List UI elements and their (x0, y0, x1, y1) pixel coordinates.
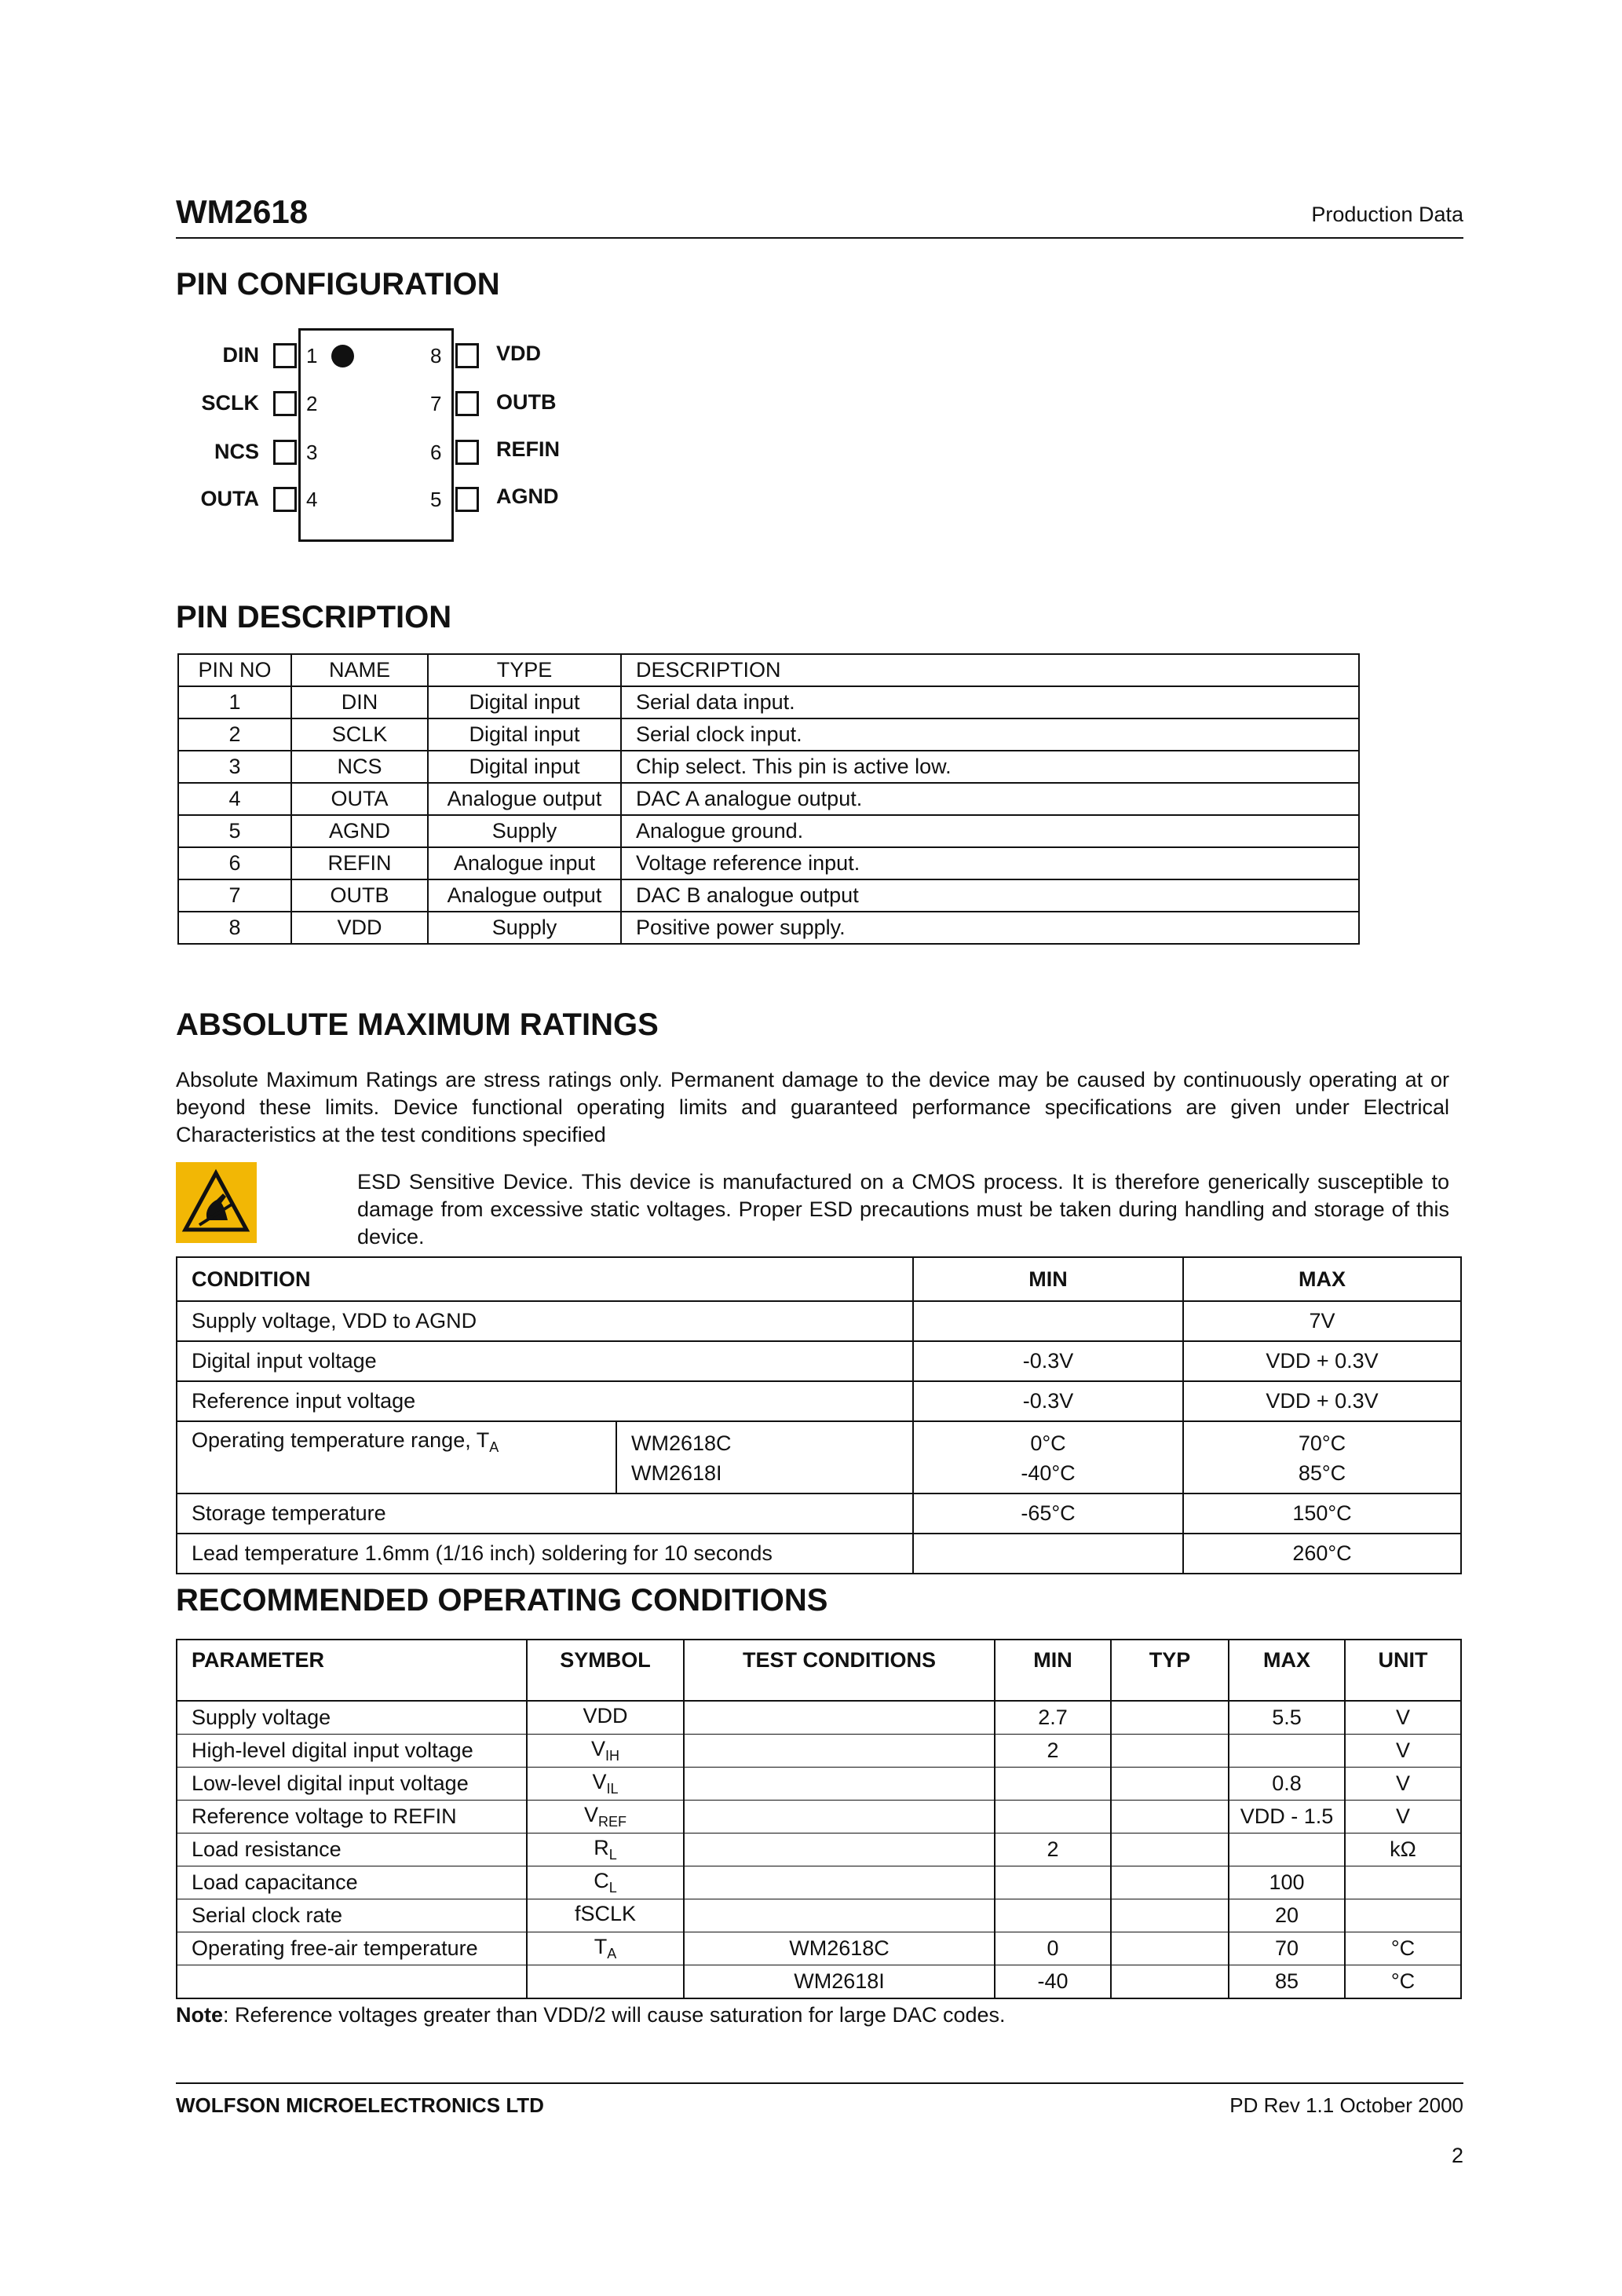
max-cell: 70 (1229, 1932, 1345, 1965)
pin-name-cell: SCLK (291, 718, 428, 751)
symbol-text: VDD (583, 1704, 628, 1727)
test-conditions-cell (684, 1899, 995, 1932)
pin-type-cell: Analogue input (428, 847, 621, 879)
pin-number-1: 1 (306, 344, 318, 367)
max-cell: 150°C (1183, 1493, 1461, 1534)
absolute-max-table (176, 1256, 1462, 1574)
table-row (177, 1735, 1461, 1768)
pin-description-cell: Chip select. This pin is active low. (621, 751, 1359, 783)
pin-box-6 (455, 440, 479, 465)
symbol-text: V (592, 1770, 607, 1793)
test-conditions-cell (684, 1701, 995, 1735)
pin-name-cell: NCS (291, 751, 428, 783)
unit-cell (1345, 1866, 1461, 1899)
table-row (177, 1341, 1461, 1381)
pin-number-8: 8 (430, 344, 442, 367)
pin-box-1 (273, 343, 297, 368)
pin-label-refin: REFIN (496, 437, 560, 461)
symbol-text: V (590, 1737, 605, 1760)
test-conditions-cell (684, 1801, 995, 1834)
parameter-cell: Operating free-air temperature (177, 1932, 527, 1965)
table-row (178, 783, 1359, 815)
pin-type-cell: Digital input (428, 718, 621, 751)
pin-label-vdd: VDD (496, 342, 542, 365)
table-header-row (178, 654, 1359, 686)
max-cell: 100 (1229, 1866, 1345, 1899)
pin-label-outa: OUTA (200, 487, 259, 510)
table-header-row (177, 1257, 1461, 1301)
typ-cell (1111, 1768, 1229, 1801)
note (176, 2003, 1006, 2027)
pin-label-sclk: SCLK (201, 391, 259, 415)
pin-box-8 (455, 343, 479, 368)
note-label: Note (176, 2003, 223, 2027)
pin-box-5 (455, 487, 479, 512)
pin-number-cell: 1 (178, 686, 291, 718)
symbol-cell (527, 1701, 684, 1735)
table-row (177, 1899, 1461, 1932)
parameter-cell: Low-level digital input voltage (177, 1768, 527, 1801)
max-i: 85°C (1298, 1461, 1346, 1485)
table-row (177, 1866, 1461, 1899)
symbol-cell (527, 1932, 684, 1965)
pin-box-4 (273, 487, 297, 512)
typ-cell (1111, 1735, 1229, 1768)
parameter-cell: Supply voltage (177, 1701, 527, 1735)
max-cell (1183, 1421, 1461, 1493)
pin-label-ncs: NCS (214, 440, 259, 463)
pin-name-cell: OUTB (291, 879, 428, 912)
table-row (178, 718, 1359, 751)
max-cell: VDD + 0.3V (1183, 1341, 1461, 1381)
column-header: TEST CONDITIONS (684, 1640, 995, 1701)
symbol-cell (527, 1899, 684, 1932)
pin-box-7 (455, 391, 479, 416)
column-header: UNIT (1345, 1640, 1461, 1701)
symbol-cell (527, 1866, 684, 1899)
absolute-max-heading: ABSOLUTE MAXIMUM RATINGS (176, 1007, 659, 1042)
test-conditions-cell (684, 1735, 995, 1768)
test-conditions-cell (684, 1768, 995, 1801)
pin-number-cell: 5 (178, 815, 291, 847)
column-header: TYP (1111, 1640, 1229, 1701)
symbol-cell (527, 1735, 684, 1768)
table-header-row (177, 1640, 1461, 1701)
condition-cell: Digital input voltage (177, 1341, 913, 1381)
column-header: PIN NO (178, 654, 291, 686)
symbol-subscript: IH (605, 1748, 619, 1764)
absolute-max-intro: Absolute Maximum Ratings are stress ratings only. Permanent damage to the device may be caused by continuously operating at or beyond these limits. Device functional operating limits and guaranteed performance specifications are given under Electrical Characteristics at the test conditions specified (176, 1068, 1449, 1146)
max-c: 70°C (1298, 1431, 1346, 1455)
unit-cell: V (1345, 1801, 1461, 1834)
max-cell: 0.8 (1229, 1768, 1345, 1801)
min-cell: -40 (995, 1965, 1111, 1999)
pin-number-cell: 7 (178, 879, 291, 912)
column-header: MIN (913, 1257, 1183, 1301)
pin-label-din: DIN (222, 343, 259, 367)
typ-cell (1111, 1965, 1229, 1999)
footer-revision: PD Rev 1.1 October 2000 (1229, 2093, 1463, 2117)
pin1-marker-dot (331, 345, 354, 367)
column-header: NAME (291, 654, 428, 686)
table-row (177, 1381, 1461, 1421)
parameter-cell: Reference voltage to REFIN (177, 1801, 527, 1834)
max-cell: 85 (1229, 1965, 1345, 1999)
symbol-text: T (594, 1935, 608, 1958)
max-cell: VDD + 0.3V (1183, 1381, 1461, 1421)
unit-cell: V (1345, 1735, 1461, 1768)
pin-number-3: 3 (306, 441, 318, 464)
footer-company: WOLFSON MICROELECTRONICS LTD (176, 2093, 544, 2117)
pin-description-cell: Analogue ground. (621, 815, 1359, 847)
unit-cell: V (1345, 1701, 1461, 1735)
min-cell: -0.3V (913, 1341, 1183, 1381)
condition-cell: Supply voltage, VDD to AGND (177, 1301, 913, 1341)
min-cell (913, 1301, 1183, 1341)
column-header: TYPE (428, 654, 621, 686)
unit-cell: °C (1345, 1965, 1461, 1999)
pin-label-agnd: AGND (496, 484, 559, 508)
typ-cell (1111, 1899, 1229, 1932)
table-row (178, 847, 1359, 879)
esd-warning-icon (176, 1162, 257, 1243)
column-header: SYMBOL (527, 1640, 684, 1701)
min-cell: 2 (995, 1735, 1111, 1768)
table-row (177, 1768, 1461, 1801)
header-rule (176, 237, 1463, 239)
condition-cell: Reference input voltage (177, 1381, 913, 1421)
min-cell: -65°C (913, 1493, 1183, 1534)
pin-number-2: 2 (306, 392, 318, 415)
table-row (178, 879, 1359, 912)
min-cell (995, 1899, 1111, 1932)
typ-cell (1111, 1866, 1229, 1899)
pin-type-cell: Supply (428, 912, 621, 944)
test-conditions-cell: WM2618C (684, 1932, 995, 1965)
min-c: 0°C (1030, 1431, 1066, 1455)
symbol-text: fSCLK (574, 1902, 637, 1925)
unit-cell (1345, 1899, 1461, 1932)
column-header: MAX (1229, 1640, 1345, 1701)
max-cell: VDD - 1.5 (1229, 1801, 1345, 1834)
pin-description-cell: Serial clock input. (621, 718, 1359, 751)
page-number: 2 (1451, 2144, 1463, 2167)
symbol-cell (527, 1834, 684, 1866)
table-row (177, 1493, 1461, 1534)
table-row (177, 1801, 1461, 1834)
max-cell: 20 (1229, 1899, 1345, 1932)
pin-name-cell: REFIN (291, 847, 428, 879)
symbol-cell (527, 1965, 684, 1999)
min-cell (995, 1801, 1111, 1834)
min-cell (995, 1768, 1111, 1801)
table-row (177, 1932, 1461, 1965)
min-cell: 0 (995, 1932, 1111, 1965)
symbol-text: R (594, 1836, 609, 1859)
parameter-cell: Load capacitance (177, 1866, 527, 1899)
symbol-subscript: L (608, 1880, 617, 1896)
pin-number-5: 5 (430, 488, 442, 511)
typ-cell (1111, 1701, 1229, 1735)
test-conditions-cell: WM2618I (684, 1965, 995, 1999)
pin-description-cell: DAC B analogue output (621, 879, 1359, 912)
condition-subscript: A (489, 1439, 499, 1455)
column-header: MIN (995, 1640, 1111, 1701)
table-row (178, 912, 1359, 944)
test-conditions-cell (684, 1834, 995, 1866)
pin-number-cell: 8 (178, 912, 291, 944)
table-row (177, 1834, 1461, 1866)
pin-number-cell: 2 (178, 718, 291, 751)
pin-number-4: 4 (306, 488, 318, 511)
parameter-cell: Load resistance (177, 1834, 527, 1866)
table-row (178, 686, 1359, 718)
symbol-subscript: REF (598, 1814, 627, 1830)
pin-name-cell: DIN (291, 686, 428, 718)
min-cell: 2.7 (995, 1701, 1111, 1735)
parameter-cell: High-level digital input voltage (177, 1735, 527, 1768)
table-row (177, 1701, 1461, 1735)
pin-configuration-heading: PIN CONFIGURATION (176, 267, 500, 302)
pin-number-cell: 3 (178, 751, 291, 783)
max-cell: 5.5 (1229, 1701, 1345, 1735)
min-i: -40°C (1021, 1461, 1076, 1485)
symbol-cell (527, 1801, 684, 1834)
table-row (177, 1965, 1461, 1999)
pin-description-cell: Positive power supply. (621, 912, 1359, 944)
symbol-text: C (594, 1869, 609, 1892)
column-header: PARAMETER (177, 1640, 527, 1701)
pin-description-heading: PIN DESCRIPTION (176, 600, 452, 634)
pin-name-cell: AGND (291, 815, 428, 847)
max-cell (1229, 1735, 1345, 1768)
symbol-cell (527, 1768, 684, 1801)
typ-cell (1111, 1932, 1229, 1965)
condition-cell: Lead temperature 1.6mm (1/16 inch) soldering for 10 seconds (177, 1534, 913, 1574)
pin-description-cell: Voltage reference input. (621, 847, 1359, 879)
table-row (177, 1421, 1461, 1493)
pin-description-table (177, 653, 1360, 945)
parameter-cell: Serial clock rate (177, 1899, 527, 1932)
pin-type-cell: Analogue output (428, 879, 621, 912)
symbol-subscript: IL (606, 1781, 619, 1797)
pin-description-cell: DAC A analogue output. (621, 783, 1359, 815)
variant-cell (616, 1421, 913, 1493)
table-row (177, 1534, 1461, 1574)
min-cell: -0.3V (913, 1381, 1183, 1421)
pin-name-cell: OUTA (291, 783, 428, 815)
min-cell (913, 1534, 1183, 1574)
column-header: MAX (1183, 1257, 1461, 1301)
parameter-cell (177, 1965, 527, 1999)
table-row (177, 1301, 1461, 1341)
recommended-heading: RECOMMENDED OPERATING CONDITIONS (176, 1583, 828, 1618)
variant-c: WM2618C (631, 1431, 732, 1455)
pin-number-cell: 6 (178, 847, 291, 879)
document-status: Production Data (1311, 203, 1463, 226)
pin-type-cell: Digital input (428, 751, 621, 783)
unit-cell: V (1345, 1768, 1461, 1801)
pin-type-cell: Supply (428, 815, 621, 847)
table-row (178, 815, 1359, 847)
pin-description-cell: Serial data input. (621, 686, 1359, 718)
pin-type-cell: Digital input (428, 686, 621, 718)
recommended-table (176, 1639, 1462, 1999)
condition-cell (177, 1421, 616, 1493)
symbol-subscript: L (608, 1847, 617, 1863)
pin-box-3 (273, 440, 297, 465)
pin-name-cell: VDD (291, 912, 428, 944)
unit-cell: °C (1345, 1932, 1461, 1965)
variant-i: WM2618I (631, 1461, 722, 1485)
pin-number-6: 6 (430, 441, 442, 464)
typ-cell (1111, 1801, 1229, 1834)
pin-number-cell: 4 (178, 783, 291, 815)
pin-number-7: 7 (430, 392, 442, 415)
min-cell (913, 1421, 1183, 1493)
column-header: DESCRIPTION (621, 654, 1359, 686)
symbol-subscript: A (607, 1946, 617, 1961)
typ-cell (1111, 1834, 1229, 1866)
min-cell: 2 (995, 1834, 1111, 1866)
footer-rule (176, 2082, 1463, 2084)
pin-box-2 (273, 391, 297, 416)
min-cell (995, 1866, 1111, 1899)
esd-warning-text: ESD Sensitive Device. This device is manufactured on a CMOS process. It is therefore generically susceptible to damage from excessive static voltages. Proper ESD precautions must be taken during handling and storage of this device. (357, 1170, 1449, 1249)
max-cell (1229, 1834, 1345, 1866)
test-conditions-cell (684, 1866, 995, 1899)
max-cell: 7V (1183, 1301, 1461, 1341)
column-header: CONDITION (177, 1257, 913, 1301)
note-text: : Reference voltages greater than VDD/2 will cause saturation for large DAC codes. (223, 2003, 1006, 2027)
pin-label-outb: OUTB (496, 390, 557, 414)
table-row (178, 751, 1359, 783)
condition-text: Operating temperature range, T (192, 1428, 490, 1452)
document-title: WM2618 (176, 193, 309, 230)
symbol-text: V (583, 1803, 598, 1826)
condition-cell: Storage temperature (177, 1493, 913, 1534)
max-cell: 260°C (1183, 1534, 1461, 1574)
pin-type-cell: Analogue output (428, 783, 621, 815)
unit-cell: kΩ (1345, 1834, 1461, 1866)
